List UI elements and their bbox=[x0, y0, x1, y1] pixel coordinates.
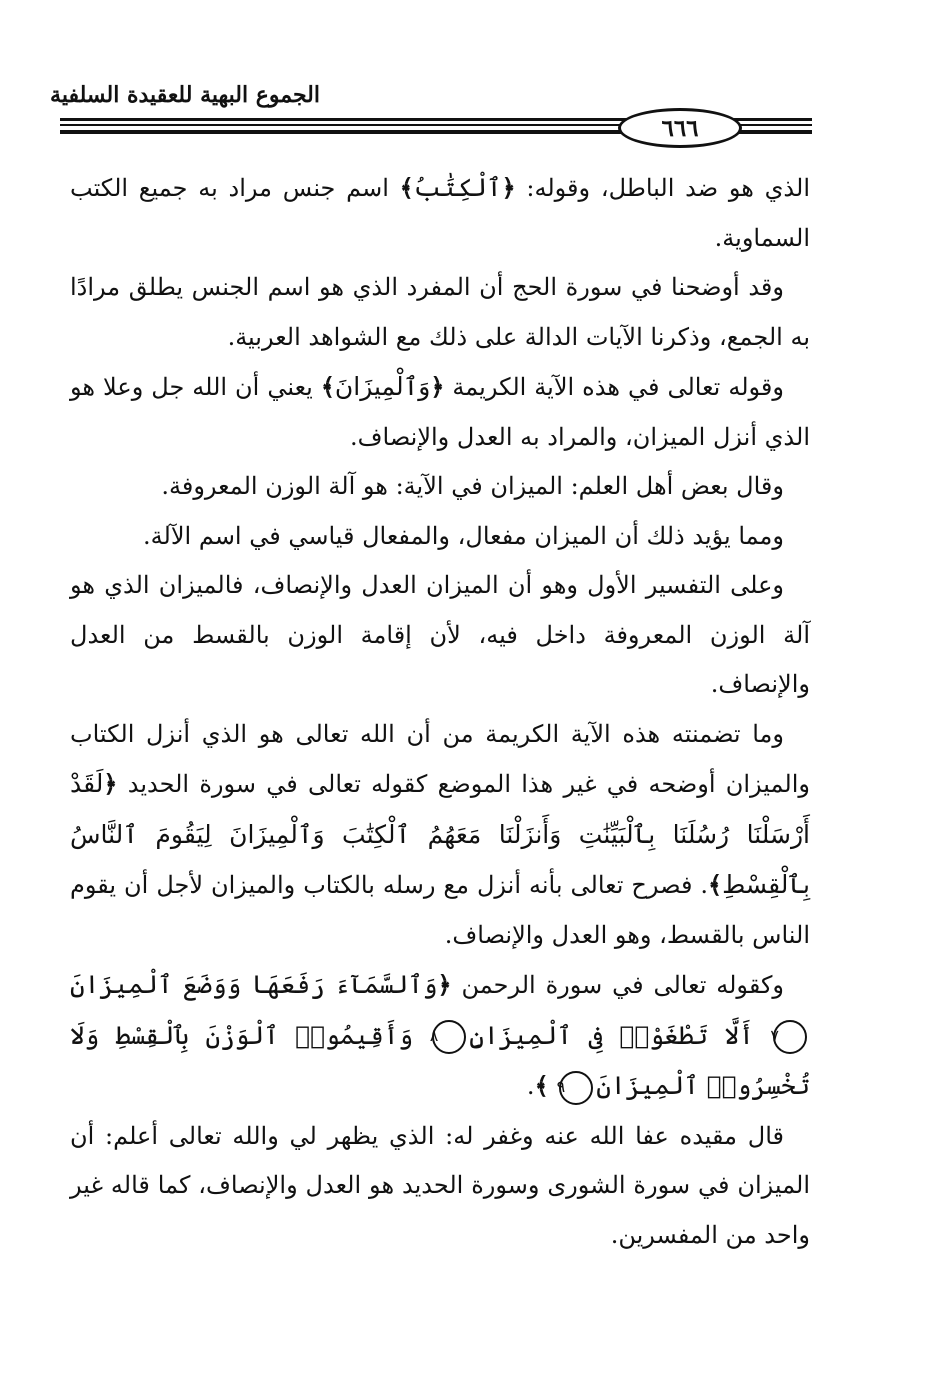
quran-quote: ٱلْكِتَٰبُ bbox=[413, 173, 502, 202]
text-run: وما تضمنته هذه الآية الكريمة من أن الله تعالى هو الذي أنزل الكتاب والميزان أوضحه في غير هذا الموضع كقوله تعالى في سورة الحديد bbox=[70, 719, 810, 798]
text-run: وقوله تعالى في هذه الآية الكريمة bbox=[444, 373, 784, 401]
paragraph bbox=[70, 462, 810, 512]
text-run: يعني أن الله جل وعلا هو الذي أنزل الميزان، والمراد به العدل والإنصاف. bbox=[70, 373, 810, 451]
text-run: قال مقيده عفا الله عنه وغفر له: الذي يظهر لي والله تعالى أعلم: أن الميزان في سورة الشورى وسورة الحديد هو العدل والإنصاف، كما قاله غير واحد من المفسرين. bbox=[70, 1121, 810, 1249]
text-run: وقال بعض أهل العلم: الميزان في الآية: هو آلة الوزن المعروفة. bbox=[161, 472, 784, 500]
paragraph bbox=[70, 1112, 810, 1261]
ornate-bracket-icon: ﴿ bbox=[501, 173, 516, 202]
page-number: ٦٦٦ bbox=[661, 114, 699, 142]
ornate-bracket-icon: ﴾ bbox=[399, 173, 414, 202]
paragraph bbox=[70, 163, 810, 263]
paragraph bbox=[70, 561, 810, 710]
paragraph bbox=[70, 710, 810, 961]
verse-number-marker: ٨ bbox=[432, 1020, 466, 1054]
quran-quote: وَأَقِيمُوا۟ ٱلْوَزْنَ بِٱلْقِسْطِ وَلَا تُخْسِرُوا۟ ٱلْمِيزَانَ bbox=[70, 1020, 810, 1100]
quran-quote: لَقَدْ أَرْسَلْنَا رُسُلَنَا بِٱلْبَيِّنَٰتِ وَأَنزَلْنَا مَعَهُمُ ٱلْكِتَٰبَ وَٱلْمِيزَانَ لِيَقُومَ ٱلنَّاسُ بِٱلْقِسْطِ bbox=[70, 769, 810, 899]
verse-number-marker: ٧ bbox=[773, 1020, 807, 1054]
text-run: . bbox=[526, 1072, 535, 1100]
ornate-bracket-icon: ﴾ bbox=[534, 1071, 549, 1100]
quran-quote: أَلَّا تَطْغَوْا۟ فِى ٱلْمِيزَانِ bbox=[469, 1020, 754, 1050]
paragraph bbox=[70, 960, 810, 1112]
text-run: ومما يؤيد ذلك أن الميزان مفعال، والمفعال قياسي في اسم الآلة. bbox=[143, 521, 784, 550]
body-text bbox=[70, 163, 810, 1260]
running-header-title: الجموع البهية للعقيدة السلفية bbox=[50, 82, 320, 108]
text-run: . فصرح تعالى بأنه أنزل مع رسله بالكتاب والميزان لأجل أن يقوم الناس بالقسط، وهو العدل والإنصاف. bbox=[70, 871, 810, 949]
text-run: وكقوله تعالى في سورة الرحمن bbox=[451, 971, 784, 999]
ornate-bracket-icon: ﴾ bbox=[320, 372, 335, 401]
ornate-bracket-icon: ﴾ bbox=[708, 870, 723, 899]
paragraph bbox=[70, 263, 810, 362]
text-run: وقد أوضحنا في سورة الحج أن المفرد الذي هو اسم الجنس يطلق مرادًا به الجمع، وذكرنا الآيات الدالة على ذلك مع الشواهد العربية. bbox=[70, 273, 810, 351]
text-run: اسم جنس مراد به جميع الكتب السماوية. bbox=[70, 174, 810, 252]
text-run: وعلى التفسير الأول وهو أن الميزان العدل والإنصاف، فالميزان الذي هو آلة الوزن المعروفة داخل فيه، لأن إقامة الوزن بالقسط من العدل والإنصاف. bbox=[70, 571, 810, 698]
quran-quote: وَٱلْمِيزَانَ bbox=[334, 372, 431, 401]
ornate-bracket-icon: ﴿ bbox=[437, 970, 452, 999]
quran-quote: وَٱلسَّمَآءَ رَفَعَهَا وَوَضَعَ ٱلْمِيزَانَ bbox=[70, 970, 438, 999]
ornate-bracket-icon: ﴿ bbox=[430, 372, 445, 401]
paragraph bbox=[70, 512, 810, 562]
paragraph bbox=[70, 362, 810, 462]
page-number-badge bbox=[618, 108, 742, 148]
text-run: الذي هو ضد الباطل، وقوله: bbox=[515, 174, 811, 202]
verse-number-marker: ٩ bbox=[559, 1071, 593, 1105]
ornate-bracket-icon: ﴿ bbox=[103, 769, 118, 798]
